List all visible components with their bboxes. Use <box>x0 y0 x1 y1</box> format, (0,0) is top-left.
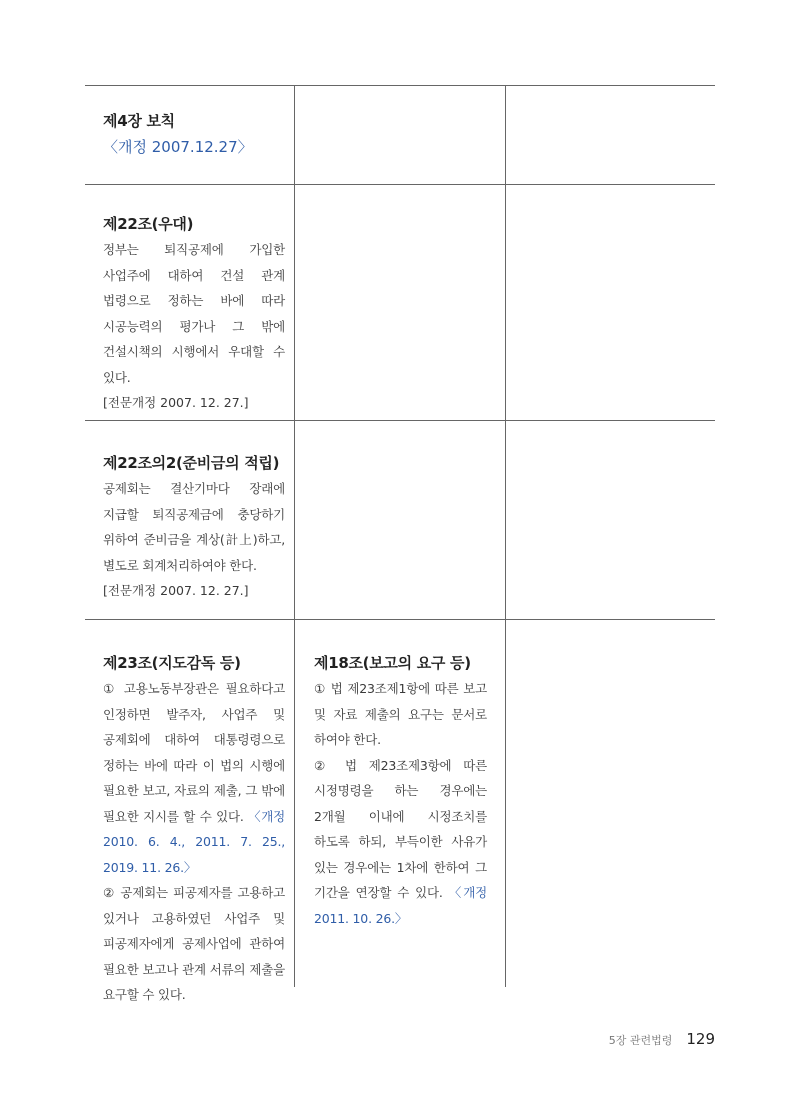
article-22-2-cell <box>103 450 285 604</box>
column-divider <box>294 85 295 987</box>
article-22-2-heading: 제22조의2(준비금의 적립) <box>103 454 280 472</box>
article-23-paragraph-1: ① 고용노동부장관은 필요하다고 인정하면 발주자, 사업주 및 공제회에 대하여 대통령령으로 정하는 바에 따라 이 법의 시행에 필요한 보고, 자료의 제출, 그 밖에 필요한 지시를 할 수 있다. 〈개정 2010. 6. 4., 2011. 7. 25., 2019. 11. 26.〉 <box>103 681 285 875</box>
article-22-body: 정부는 퇴직공제에 가입한 사업주에 대하여 건설 관계 법령으로 정하는 바에 따라 시공능력의 평가나 그 밖에 건설시책의 시행에서 우대할 수 있다. <box>103 242 285 385</box>
decree-18-heading: 제18조(보고의 요구 등) <box>314 654 471 672</box>
table-top-rule <box>85 85 715 86</box>
page-footer <box>609 1030 715 1048</box>
decree-18-paragraph-1: ① 법 제23조제1항에 따른 보고 및 자료 제출의 요구는 문서로 하여야 한다. <box>314 681 487 747</box>
chapter-cell <box>103 108 285 160</box>
page-number: 129 <box>686 1030 715 1048</box>
row-divider <box>85 619 715 620</box>
decree-18-amendment: 〈개정 2011. 10. 26.〉 <box>314 885 487 926</box>
chapter-amendment: 〈개정 2007.12.27〉 <box>103 138 253 156</box>
article-22-note: [전문개정 2007. 12. 27.] <box>103 395 249 410</box>
footer-chapter: 5장 관련법령 <box>608 1034 673 1047</box>
article-22-2-body: 공제회는 결산기마다 장래에 지급할 퇴직공제금에 충당하기 위하여 준비금을 계상(計上)하고, 별도로 회계처리하여야 한다. <box>103 481 285 573</box>
article-22-2-note: [전문개정 2007. 12. 27.] <box>103 583 249 598</box>
article-22-cell <box>103 211 285 416</box>
article-22-heading: 제22조(우대) <box>103 215 194 233</box>
decree-18-paragraph-2: ② 법 제23조제3항에 따른 시정명령을 하는 경우에는 2개월 이내에 시정조치를 하도록 하되, 부득이한 사유가 있는 경우에는 1차에 한하여 그 기간을 연장할 수 있다. 〈개정 2011. 10. 26.〉 <box>314 757 487 926</box>
article-23-cell <box>103 650 285 1008</box>
column-divider <box>505 85 506 987</box>
chapter-heading: 제4장 보칙 <box>103 112 175 130</box>
article-23-heading: 제23조(지도감독 등) <box>103 654 241 672</box>
row-divider <box>85 184 715 185</box>
article-23-amendment: 〈개정 2010. 6. 4., 2011. 7. 25., 2019. 11. 26.〉 <box>103 808 285 875</box>
row-divider <box>85 420 715 421</box>
decree-18-cell <box>314 650 487 931</box>
article-23-paragraph-2: ② 공제회는 피공제자를 고용하고 있거나 고용하였던 사업주 및 피공제자에게 공제사업에 관하여 필요한 보고나 관계 서류의 제출을 요구할 수 있다. <box>103 885 285 1002</box>
